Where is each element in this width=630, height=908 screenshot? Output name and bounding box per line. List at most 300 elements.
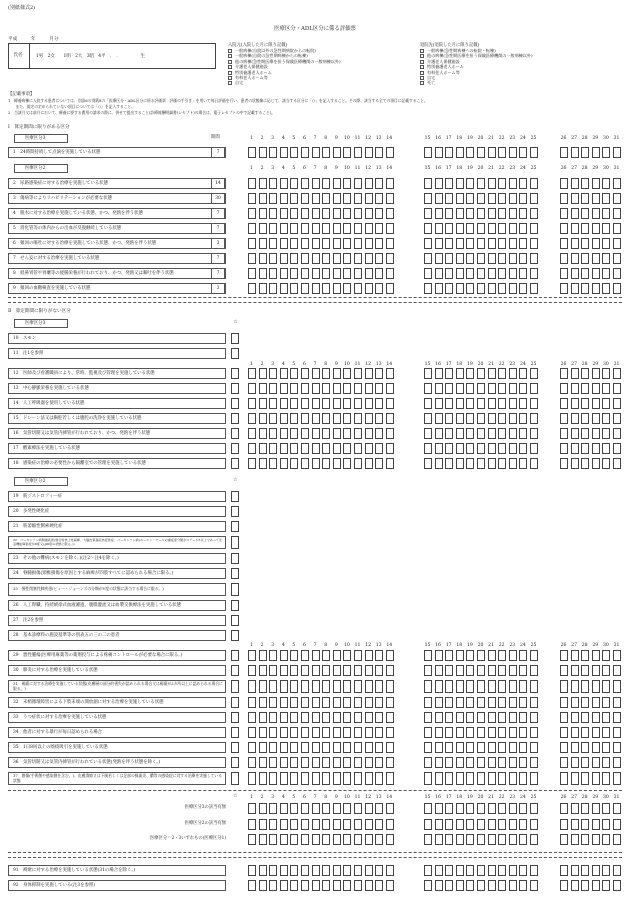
day-checkbox[interactable] — [343, 268, 351, 279]
day-checkbox[interactable] — [375, 680, 383, 693]
day-checkbox[interactable] — [519, 193, 527, 204]
day-checkbox[interactable] — [375, 193, 383, 204]
day-checkbox[interactable] — [445, 413, 453, 424]
day-checkbox[interactable] — [333, 650, 341, 661]
day-checkbox[interactable] — [445, 742, 453, 753]
day-checkbox[interactable] — [581, 757, 589, 768]
day-checkbox[interactable] — [333, 727, 341, 738]
day-checkbox[interactable] — [386, 834, 394, 845]
day-checkbox[interactable] — [375, 834, 383, 845]
day-checkbox[interactable] — [333, 238, 341, 249]
day-checkbox[interactable] — [248, 413, 256, 424]
day-checkbox[interactable] — [333, 757, 341, 768]
day-checkbox[interactable] — [375, 880, 383, 891]
day-checkbox[interactable] — [435, 772, 443, 785]
day-checkbox[interactable] — [424, 680, 432, 693]
day-checkbox[interactable] — [498, 680, 506, 693]
day-checkbox[interactable] — [354, 398, 362, 409]
day-checkbox[interactable] — [269, 819, 277, 830]
day-checkbox[interactable] — [613, 238, 621, 249]
day-checkbox[interactable] — [560, 697, 568, 708]
day-checkbox[interactable] — [477, 193, 485, 204]
day-checkbox[interactable] — [312, 712, 320, 723]
day-checkbox[interactable] — [333, 193, 341, 204]
day-checkbox[interactable] — [354, 283, 362, 294]
day-checkbox[interactable] — [259, 383, 267, 394]
day-checkbox[interactable] — [365, 268, 373, 279]
day-checkbox[interactable] — [290, 742, 298, 753]
day-checkbox[interactable] — [333, 772, 341, 785]
day-checkbox[interactable] — [280, 819, 288, 830]
day-checkbox[interactable] — [290, 253, 298, 264]
day-checkbox[interactable] — [365, 283, 373, 294]
day-checkbox[interactable] — [375, 712, 383, 723]
day-checkbox[interactable] — [259, 283, 267, 294]
day-checkbox[interactable] — [519, 819, 527, 830]
day-checkbox[interactable] — [466, 238, 474, 249]
day-checkbox[interactable] — [290, 383, 298, 394]
day-checkbox[interactable] — [571, 398, 579, 409]
day-checkbox[interactable] — [365, 458, 373, 469]
day-checkbox[interactable] — [613, 772, 621, 785]
day-checkbox[interactable] — [375, 865, 383, 876]
checkbox-icon[interactable] — [420, 60, 424, 64]
day-checkbox[interactable] — [424, 193, 432, 204]
day-checkbox[interactable] — [509, 398, 517, 409]
day-checkbox[interactable] — [445, 697, 453, 708]
day-checkbox[interactable] — [560, 368, 568, 379]
day-checkbox[interactable] — [333, 697, 341, 708]
day-checkbox[interactable] — [445, 428, 453, 439]
star-checkbox[interactable] — [231, 757, 239, 768]
day-checkbox[interactable] — [354, 147, 362, 158]
day-checkbox[interactable] — [333, 147, 341, 158]
day-checkbox[interactable] — [424, 428, 432, 439]
day-checkbox[interactable] — [375, 428, 383, 439]
day-checkbox[interactable] — [269, 368, 277, 379]
day-checkbox[interactable] — [386, 428, 394, 439]
day-checkbox[interactable] — [343, 458, 351, 469]
day-checkbox[interactable] — [301, 238, 309, 249]
day-checkbox[interactable] — [259, 398, 267, 409]
day-checkbox[interactable] — [301, 383, 309, 394]
day-checkbox[interactable] — [280, 458, 288, 469]
day-checkbox[interactable] — [509, 712, 517, 723]
day-checkbox[interactable] — [581, 283, 589, 294]
day-checkbox[interactable] — [560, 398, 568, 409]
day-checkbox[interactable] — [571, 742, 579, 753]
day-checkbox[interactable] — [498, 819, 506, 830]
day-checkbox[interactable] — [456, 398, 464, 409]
day-checkbox[interactable] — [488, 443, 496, 454]
day-checkbox[interactable] — [581, 458, 589, 469]
day-checkbox[interactable] — [519, 398, 527, 409]
day-checkbox[interactable] — [354, 208, 362, 219]
day-checkbox[interactable] — [488, 650, 496, 661]
day-checkbox[interactable] — [477, 865, 485, 876]
day-checkbox[interactable] — [343, 368, 351, 379]
day-checkbox[interactable] — [424, 443, 432, 454]
day-checkbox[interactable] — [269, 253, 277, 264]
star-checkbox[interactable] — [231, 600, 239, 611]
day-checkbox[interactable] — [365, 413, 373, 424]
day-checkbox[interactable] — [435, 680, 443, 693]
day-checkbox[interactable] — [602, 757, 610, 768]
day-checkbox[interactable] — [269, 428, 277, 439]
day-checkbox[interactable] — [560, 458, 568, 469]
day-checkbox[interactable] — [435, 458, 443, 469]
day-checkbox[interactable] — [322, 208, 330, 219]
day-checkbox[interactable] — [477, 383, 485, 394]
day-checkbox[interactable] — [259, 712, 267, 723]
day-checkbox[interactable] — [488, 742, 496, 753]
day-checkbox[interactable] — [571, 238, 579, 249]
day-checkbox[interactable] — [602, 428, 610, 439]
day-checkbox[interactable] — [301, 819, 309, 830]
day-checkbox[interactable] — [248, 443, 256, 454]
day-checkbox[interactable] — [248, 697, 256, 708]
day-checkbox[interactable] — [424, 865, 432, 876]
day-checkbox[interactable] — [488, 865, 496, 876]
day-checkbox[interactable] — [519, 834, 527, 845]
day-checkbox[interactable] — [435, 178, 443, 189]
day-checkbox[interactable] — [280, 147, 288, 158]
day-checkbox[interactable] — [592, 772, 600, 785]
day-checkbox[interactable] — [354, 443, 362, 454]
day-checkbox[interactable] — [530, 665, 538, 676]
checkbox-icon[interactable] — [228, 81, 232, 85]
day-checkbox[interactable] — [488, 697, 496, 708]
day-checkbox[interactable] — [424, 803, 432, 814]
day-checkbox[interactable] — [365, 772, 373, 785]
day-checkbox[interactable] — [322, 398, 330, 409]
day-checkbox[interactable] — [343, 223, 351, 234]
day-checkbox[interactable] — [445, 208, 453, 219]
day-checkbox[interactable] — [365, 650, 373, 661]
day-checkbox[interactable] — [466, 193, 474, 204]
day-checkbox[interactable] — [365, 443, 373, 454]
day-checkbox[interactable] — [375, 147, 383, 158]
day-checkbox[interactable] — [466, 268, 474, 279]
day-checkbox[interactable] — [269, 772, 277, 785]
day-checkbox[interactable] — [365, 880, 373, 891]
day-checkbox[interactable] — [602, 712, 610, 723]
day-checkbox[interactable] — [248, 368, 256, 379]
day-checkbox[interactable] — [592, 398, 600, 409]
day-checkbox[interactable] — [248, 665, 256, 676]
day-checkbox[interactable] — [519, 458, 527, 469]
day-checkbox[interactable] — [343, 283, 351, 294]
day-checkbox[interactable] — [269, 880, 277, 891]
day-checkbox[interactable] — [301, 428, 309, 439]
day-checkbox[interactable] — [530, 650, 538, 661]
day-checkbox[interactable] — [498, 803, 506, 814]
day-checkbox[interactable] — [248, 223, 256, 234]
day-checkbox[interactable] — [602, 680, 610, 693]
day-checkbox[interactable] — [592, 727, 600, 738]
day-checkbox[interactable] — [312, 665, 320, 676]
day-checkbox[interactable] — [354, 865, 362, 876]
day-checkbox[interactable] — [248, 283, 256, 294]
day-checkbox[interactable] — [386, 283, 394, 294]
day-checkbox[interactable] — [445, 772, 453, 785]
day-checkbox[interactable] — [259, 757, 267, 768]
day-checkbox[interactable] — [592, 712, 600, 723]
day-checkbox[interactable] — [354, 253, 362, 264]
day-checkbox[interactable] — [343, 680, 351, 693]
day-checkbox[interactable] — [301, 865, 309, 876]
day-checkbox[interactable] — [354, 727, 362, 738]
day-checkbox[interactable] — [592, 383, 600, 394]
day-checkbox[interactable] — [509, 428, 517, 439]
day-checkbox[interactable] — [592, 865, 600, 876]
day-checkbox[interactable] — [509, 193, 517, 204]
day-checkbox[interactable] — [456, 268, 464, 279]
day-checkbox[interactable] — [581, 834, 589, 845]
day-checkbox[interactable] — [280, 712, 288, 723]
day-checkbox[interactable] — [259, 880, 267, 891]
day-checkbox[interactable] — [456, 834, 464, 845]
day-checkbox[interactable] — [312, 147, 320, 158]
day-checkbox[interactable] — [301, 803, 309, 814]
day-checkbox[interactable] — [290, 193, 298, 204]
day-checkbox[interactable] — [498, 193, 506, 204]
day-checkbox[interactable] — [248, 772, 256, 785]
day-checkbox[interactable] — [581, 383, 589, 394]
day-checkbox[interactable] — [290, 727, 298, 738]
day-checkbox[interactable] — [477, 283, 485, 294]
day-checkbox[interactable] — [386, 368, 394, 379]
day-checkbox[interactable] — [424, 223, 432, 234]
day-checkbox[interactable] — [571, 223, 579, 234]
star-checkbox[interactable] — [231, 521, 239, 532]
day-checkbox[interactable] — [312, 819, 320, 830]
day-checkbox[interactable] — [488, 223, 496, 234]
day-checkbox[interactable] — [343, 712, 351, 723]
day-checkbox[interactable] — [560, 238, 568, 249]
star-checkbox[interactable] — [231, 553, 239, 564]
day-checkbox[interactable] — [386, 193, 394, 204]
day-checkbox[interactable] — [613, 443, 621, 454]
day-checkbox[interactable] — [269, 803, 277, 814]
day-checkbox[interactable] — [343, 803, 351, 814]
day-checkbox[interactable] — [530, 697, 538, 708]
day-checkbox[interactable] — [445, 283, 453, 294]
day-checkbox[interactable] — [466, 772, 474, 785]
day-checkbox[interactable] — [488, 880, 496, 891]
day-checkbox[interactable] — [560, 413, 568, 424]
day-checkbox[interactable] — [581, 680, 589, 693]
day-checkbox[interactable] — [466, 803, 474, 814]
day-checkbox[interactable] — [530, 834, 538, 845]
day-checkbox[interactable] — [354, 757, 362, 768]
day-checkbox[interactable] — [602, 865, 610, 876]
day-checkbox[interactable] — [343, 865, 351, 876]
day-checkbox[interactable] — [290, 880, 298, 891]
day-checkbox[interactable] — [530, 458, 538, 469]
day-checkbox[interactable] — [445, 368, 453, 379]
day-checkbox[interactable] — [301, 458, 309, 469]
day-checkbox[interactable] — [571, 413, 579, 424]
day-checkbox[interactable] — [602, 268, 610, 279]
checkbox-icon[interactable] — [228, 76, 232, 80]
day-checkbox[interactable] — [259, 742, 267, 753]
day-checkbox[interactable] — [488, 178, 496, 189]
day-checkbox[interactable] — [602, 772, 610, 785]
day-checkbox[interactable] — [466, 865, 474, 876]
day-checkbox[interactable] — [435, 428, 443, 439]
day-checkbox[interactable] — [375, 253, 383, 264]
day-checkbox[interactable] — [312, 458, 320, 469]
day-checkbox[interactable] — [519, 665, 527, 676]
day-checkbox[interactable] — [602, 253, 610, 264]
day-checkbox[interactable] — [269, 650, 277, 661]
day-checkbox[interactable] — [530, 742, 538, 753]
checkbox-icon[interactable] — [228, 65, 232, 69]
day-checkbox[interactable] — [301, 223, 309, 234]
day-checkbox[interactable] — [312, 428, 320, 439]
day-checkbox[interactable] — [375, 819, 383, 830]
day-checkbox[interactable] — [456, 428, 464, 439]
day-checkbox[interactable] — [259, 680, 267, 693]
day-checkbox[interactable] — [509, 697, 517, 708]
day-checkbox[interactable] — [602, 208, 610, 219]
day-checkbox[interactable] — [280, 208, 288, 219]
day-checkbox[interactable] — [509, 650, 517, 661]
day-checkbox[interactable] — [456, 238, 464, 249]
day-checkbox[interactable] — [592, 458, 600, 469]
day-checkbox[interactable] — [498, 727, 506, 738]
day-checkbox[interactable] — [613, 680, 621, 693]
day-checkbox[interactable] — [248, 650, 256, 661]
day-checkbox[interactable] — [509, 208, 517, 219]
day-checkbox[interactable] — [322, 223, 330, 234]
day-checkbox[interactable] — [498, 834, 506, 845]
day-checkbox[interactable] — [571, 268, 579, 279]
day-checkbox[interactable] — [592, 178, 600, 189]
checkbox-icon[interactable] — [420, 54, 424, 58]
day-checkbox[interactable] — [354, 268, 362, 279]
day-checkbox[interactable] — [488, 283, 496, 294]
day-checkbox[interactable] — [280, 880, 288, 891]
day-checkbox[interactable] — [365, 208, 373, 219]
day-checkbox[interactable] — [301, 727, 309, 738]
day-checkbox[interactable] — [259, 268, 267, 279]
day-checkbox[interactable] — [509, 253, 517, 264]
day-checkbox[interactable] — [560, 650, 568, 661]
day-checkbox[interactable] — [613, 147, 621, 158]
day-checkbox[interactable] — [343, 443, 351, 454]
day-checkbox[interactable] — [613, 223, 621, 234]
day-checkbox[interactable] — [602, 665, 610, 676]
day-checkbox[interactable] — [248, 757, 256, 768]
day-checkbox[interactable] — [613, 665, 621, 676]
day-checkbox[interactable] — [509, 665, 517, 676]
day-checkbox[interactable] — [290, 398, 298, 409]
day-checkbox[interactable] — [435, 865, 443, 876]
day-checkbox[interactable] — [290, 238, 298, 249]
checkbox-icon[interactable] — [228, 54, 232, 58]
day-checkbox[interactable] — [248, 147, 256, 158]
day-checkbox[interactable] — [343, 772, 351, 785]
discharge-option[interactable] — [420, 71, 460, 76]
day-checkbox[interactable] — [322, 680, 330, 693]
day-checkbox[interactable] — [581, 208, 589, 219]
day-checkbox[interactable] — [435, 383, 443, 394]
day-checkbox[interactable] — [343, 665, 351, 676]
day-checkbox[interactable] — [248, 727, 256, 738]
day-checkbox[interactable] — [365, 727, 373, 738]
day-checkbox[interactable] — [445, 650, 453, 661]
day-checkbox[interactable] — [445, 398, 453, 409]
day-checkbox[interactable] — [466, 757, 474, 768]
day-checkbox[interactable] — [280, 757, 288, 768]
day-checkbox[interactable] — [333, 428, 341, 439]
day-checkbox[interactable] — [365, 680, 373, 693]
day-checkbox[interactable] — [477, 757, 485, 768]
day-checkbox[interactable] — [592, 819, 600, 830]
day-checkbox[interactable] — [509, 727, 517, 738]
day-checkbox[interactable] — [435, 398, 443, 409]
day-checkbox[interactable] — [456, 443, 464, 454]
day-checkbox[interactable] — [445, 757, 453, 768]
day-checkbox[interactable] — [280, 238, 288, 249]
day-checkbox[interactable] — [424, 268, 432, 279]
day-checkbox[interactable] — [498, 650, 506, 661]
day-checkbox[interactable] — [530, 368, 538, 379]
day-checkbox[interactable] — [424, 772, 432, 785]
day-checkbox[interactable] — [386, 238, 394, 249]
day-checkbox[interactable] — [375, 772, 383, 785]
day-checkbox[interactable] — [322, 283, 330, 294]
day-checkbox[interactable] — [466, 147, 474, 158]
day-checkbox[interactable] — [333, 443, 341, 454]
day-checkbox[interactable] — [424, 368, 432, 379]
day-checkbox[interactable] — [498, 865, 506, 876]
day-checkbox[interactable] — [290, 268, 298, 279]
day-checkbox[interactable] — [259, 178, 267, 189]
day-checkbox[interactable] — [581, 712, 589, 723]
day-checkbox[interactable] — [445, 803, 453, 814]
day-checkbox[interactable] — [259, 443, 267, 454]
day-checkbox[interactable] — [375, 383, 383, 394]
day-checkbox[interactable] — [592, 650, 600, 661]
day-checkbox[interactable] — [602, 413, 610, 424]
day-checkbox[interactable] — [301, 834, 309, 845]
day-checkbox[interactable] — [530, 223, 538, 234]
day-checkbox[interactable] — [530, 283, 538, 294]
day-checkbox[interactable] — [435, 697, 443, 708]
day-checkbox[interactable] — [269, 193, 277, 204]
day-checkbox[interactable] — [456, 413, 464, 424]
checkbox-icon[interactable] — [228, 49, 232, 53]
star-checkbox[interactable] — [231, 536, 239, 549]
day-checkbox[interactable] — [560, 193, 568, 204]
day-checkbox[interactable] — [445, 238, 453, 249]
day-checkbox[interactable] — [456, 742, 464, 753]
day-checkbox[interactable] — [424, 147, 432, 158]
day-checkbox[interactable] — [592, 147, 600, 158]
star-checkbox[interactable] — [231, 615, 239, 626]
day-checkbox[interactable] — [477, 223, 485, 234]
day-checkbox[interactable] — [280, 193, 288, 204]
day-checkbox[interactable] — [445, 834, 453, 845]
day-checkbox[interactable] — [312, 834, 320, 845]
day-checkbox[interactable] — [530, 268, 538, 279]
day-checkbox[interactable] — [312, 193, 320, 204]
day-checkbox[interactable] — [424, 834, 432, 845]
day-checkbox[interactable] — [498, 283, 506, 294]
